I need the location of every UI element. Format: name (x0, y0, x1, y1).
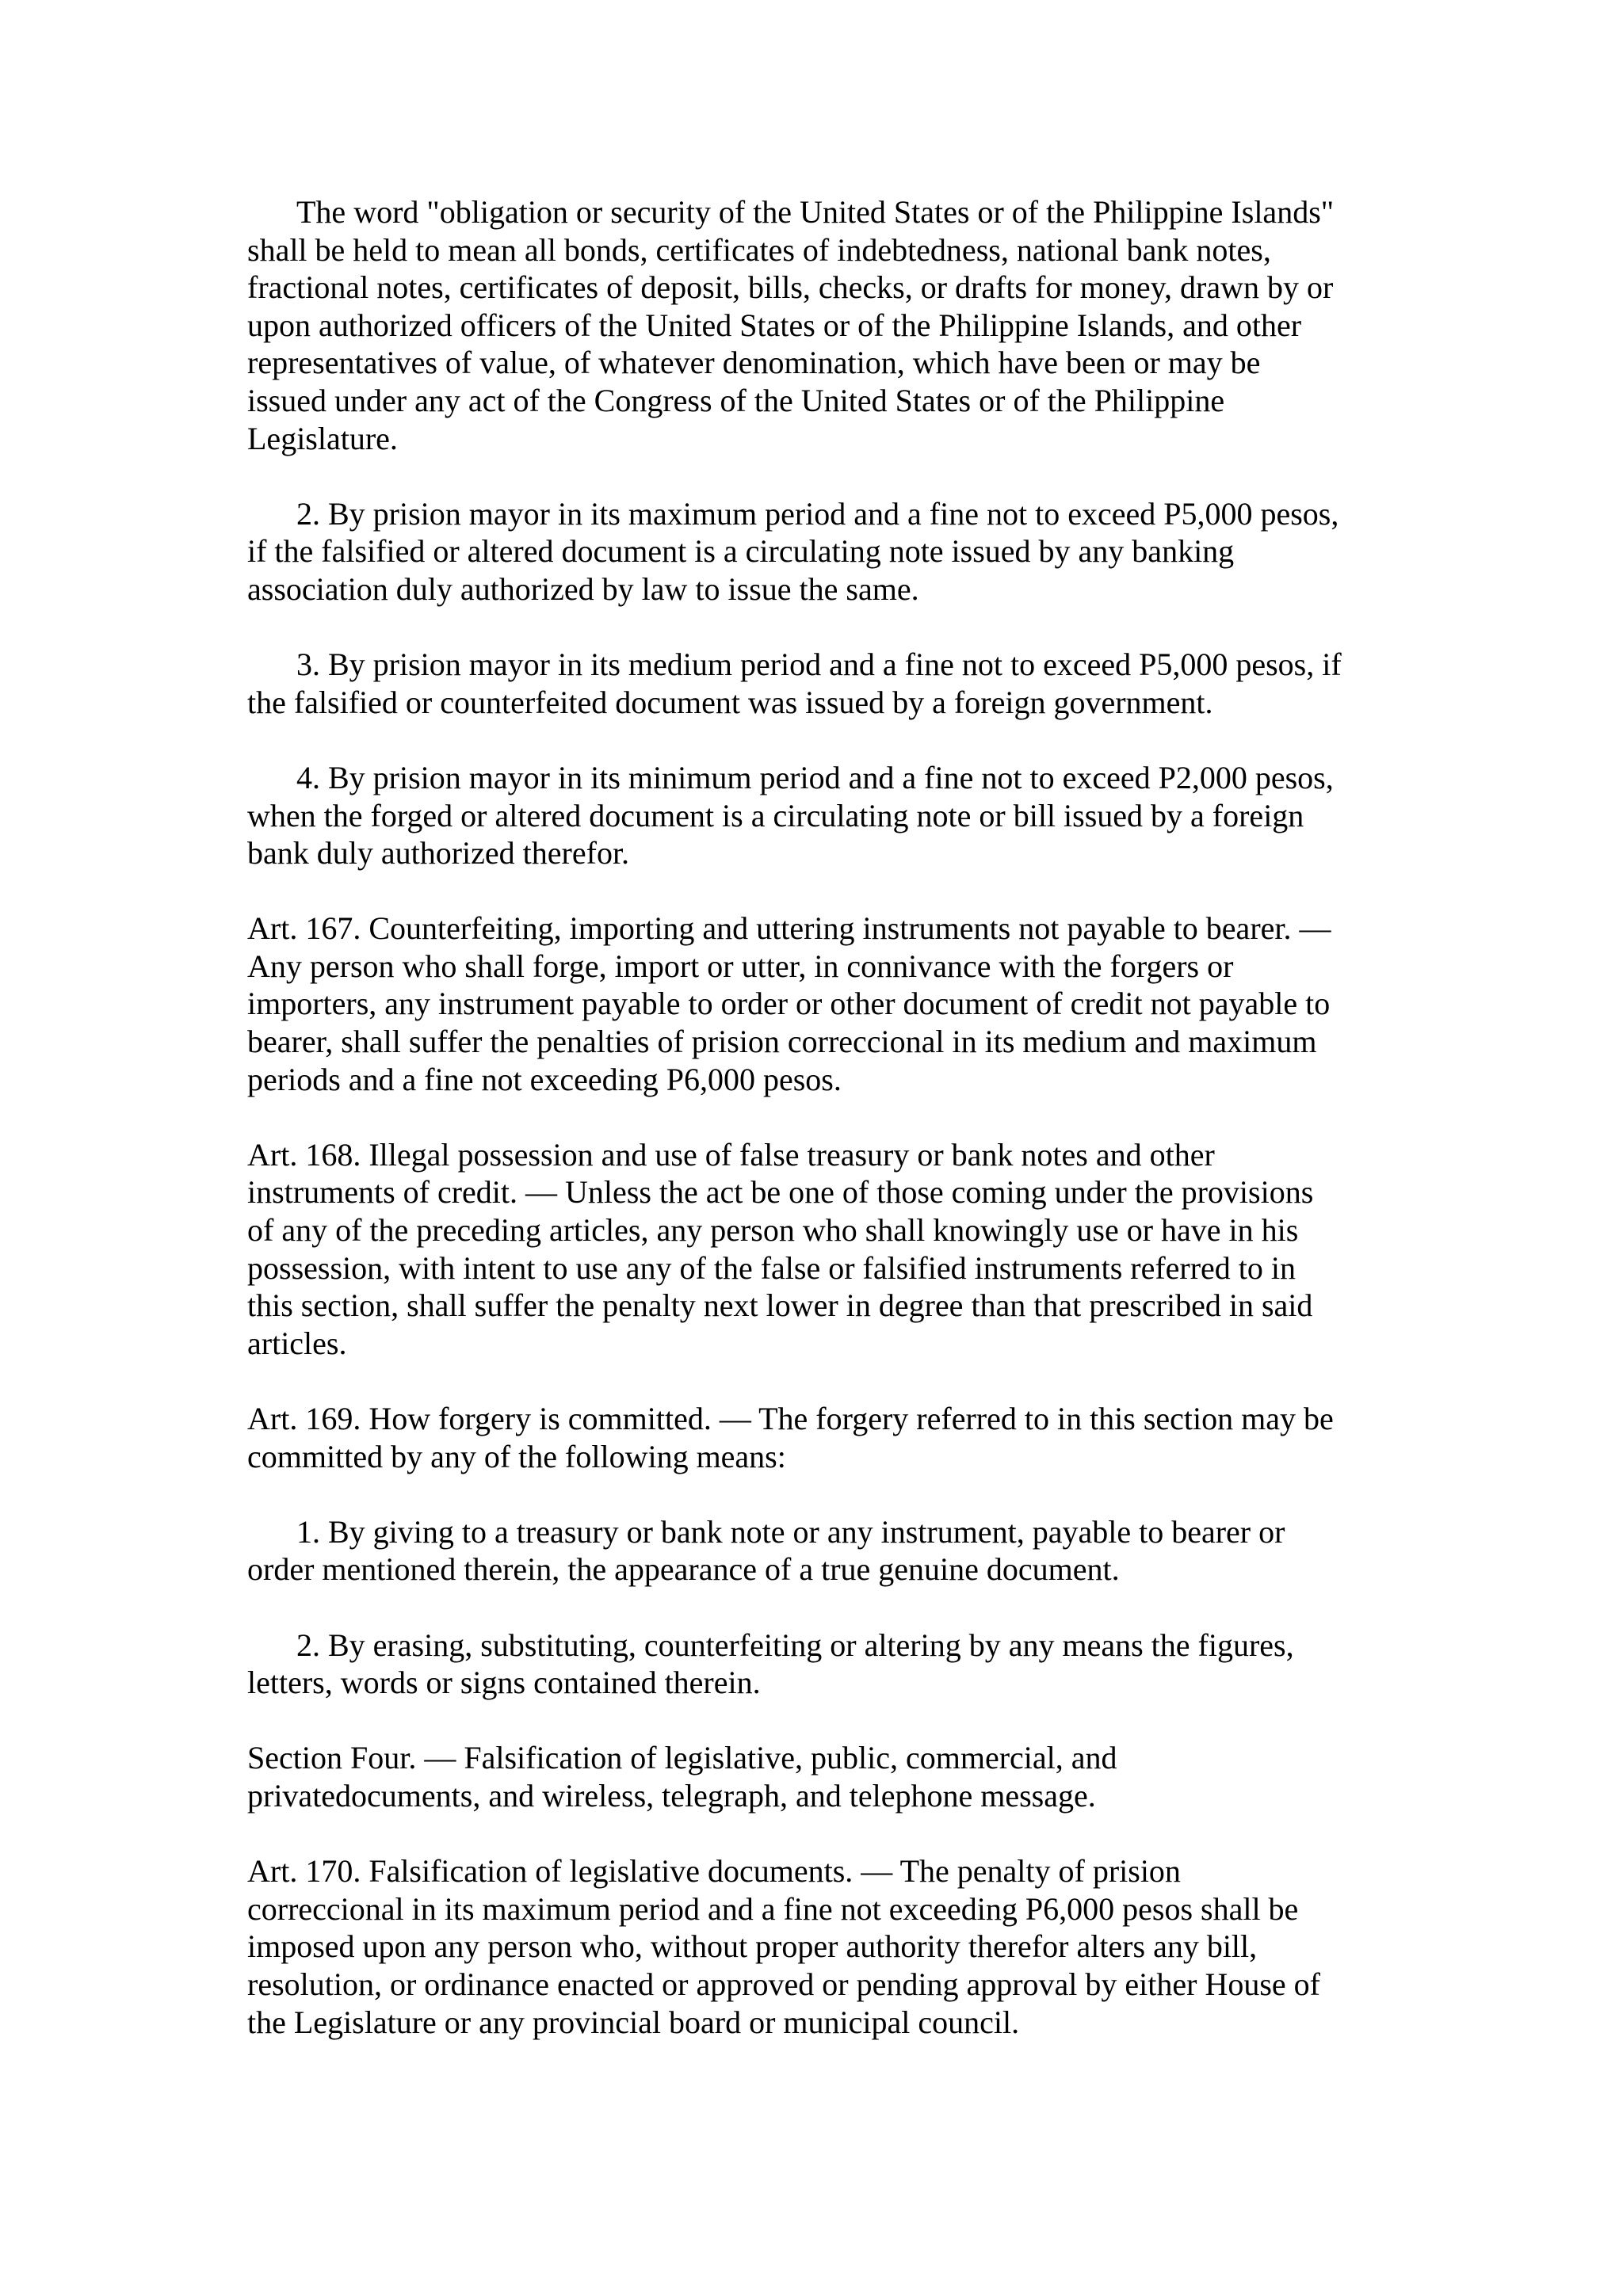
paragraph-art-167: Art. 167. Counterfeiting, importing and uttering instruments not payable to bearer. — Any person who shall forge, import or utter, in connivance with the forgers or importers, any instrument payable to order or other document of credit not payable to bearer, shall suffer the penalties of prision correccional in its medium and maximum periods and a fine not exceeding P6,000 pesos. (247, 910, 1331, 1097)
paragraph-forgery-means-1: 1. By giving to a treasury or bank note or any instrument, payable to bearer or order mentioned therein, the appearance of a true genuine document. (247, 1513, 1285, 1588)
document-body (247, 193, 1396, 2079)
paragraph-obligation-definition: The word "obligation or security of the United States or of the Philippine Islands" shall be held to mean all bonds, certificates of indebtedness, national bank notes, fractional notes, certificates of deposit, bills, checks, or drafts for money, drawn by or upon authorized officers of the United States or of the Philippine Islands, and other representatives of value, of whatever denomination, which have been or may be issued under any act of the Congress of the United States or of the Philippine Legislature. (247, 194, 1335, 456)
paragraph-penalty-2: 2. By prision mayor in its maximum period and a fine not to exceed P5,000 pesos, if the falsified or altered document is a circulating note issued by any banking association duly authorized by law to issue the same. (247, 495, 1339, 607)
paragraph-penalty-4: 4. By prision mayor in its minimum period and a fine not to exceed P2,000 pesos, when the forged or altered document is a circulating note or bill issued by a foreign bank duly authorized therefor. (247, 759, 1334, 871)
paragraph-penalty-3: 3. By prision mayor in its medium period and a fine not to exceed P5,000 pesos, if the falsified or counterfeited document was issued by a foreign government. (247, 646, 1342, 720)
paragraph-art-170: Art. 170. Falsification of legislative documents. — The penalty of prision correccional in its maximum period and a fine not exceeding P6,000 pesos shall be imposed upon any person who, without proper authority therefor alters any bill, resolution, or ordinance enacted or approved or pending approval by either House of the Legislature or any provincial board or municipal council. (247, 1853, 1320, 2040)
paragraph-section-four: Section Four. — Falsification of legislative, public, commercial, and privatedocuments, and wireless, telegraph, and telephone message. (247, 1740, 1117, 1814)
paragraph-forgery-means-2: 2. By erasing, substituting, counterfeiting or altering by any means the figures, letters, words or signs contained therein. (247, 1627, 1294, 1701)
paragraph-art-169: Art. 169. How forgery is committed. — The forgery referred to in this section may be committed by any of the following means: (247, 1401, 1334, 1474)
paragraph-art-168: Art. 168. Illegal possession and use of false treasury or bank notes and other instruments of credit. — Unless the act be one of those coming under the provisions of any of the preceding articles, any person who shall knowingly use or have in his possession, with intent to use any of the false or falsified instruments referred to in this section, shall suffer the penalty next lower in degree than that prescribed in said articles. (247, 1136, 1314, 1361)
